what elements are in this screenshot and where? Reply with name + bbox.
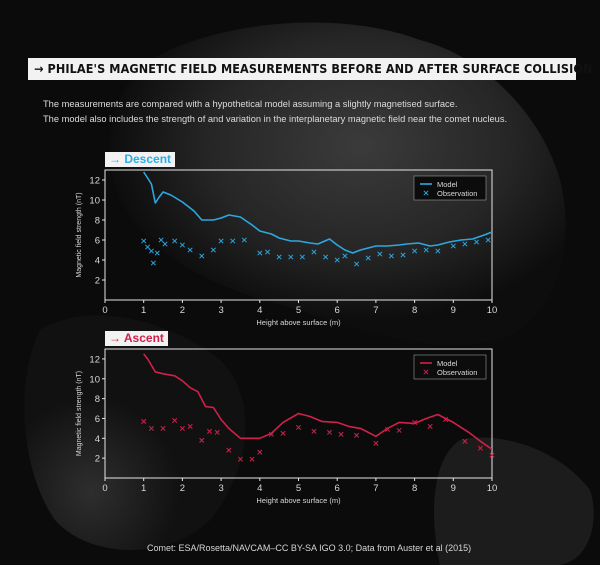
- ascent-observation-point: [250, 457, 254, 461]
- ascent-observation-point: [258, 450, 262, 454]
- ascent-y-tick-label: 12: [89, 354, 100, 366]
- descent-x-tick-label: 1: [141, 305, 147, 316]
- descent-observation-point: [424, 248, 428, 252]
- ascent-observation-point: [149, 426, 153, 430]
- descent-observation-point: [378, 252, 382, 256]
- ascent-observation-point: [478, 446, 482, 450]
- descent-observation-point: [155, 251, 159, 255]
- descent-observation-point: [265, 250, 269, 254]
- ascent-x-tick-label: 3: [218, 483, 224, 494]
- descent-y-tick-label: 12: [89, 175, 100, 187]
- description-line-2: The model also includes the strength of and variation in the interplanetary magnetic field near the comet nucleus.: [43, 114, 508, 124]
- ascent-x-axis-label: Height above surface (m): [256, 496, 341, 505]
- descent-x-tick-label: 9: [450, 305, 456, 316]
- ascent-observation-point: [207, 429, 211, 433]
- descent-observation-point: [300, 255, 304, 259]
- ascent-observation-point: [227, 448, 231, 452]
- descent-observation-point: [289, 255, 293, 259]
- descent-legend-label: Observation: [437, 188, 478, 198]
- ascent-observation-point: [374, 441, 378, 445]
- descent-observation-point: [366, 256, 370, 260]
- descent-x-tick-label: 5: [295, 305, 302, 316]
- descent-observation-point: [151, 261, 155, 265]
- ascent-chart: [76, 349, 497, 505]
- ascent-observation-point: [142, 419, 146, 423]
- descent-observation-point: [474, 240, 478, 244]
- descent-observation-point: [145, 245, 149, 249]
- ascent-observation-point: [238, 457, 242, 461]
- descent-observation-point: [149, 249, 153, 253]
- descent-x-tick-label: 6: [334, 305, 340, 316]
- ascent-legend-label: Observation: [437, 367, 478, 377]
- ascent-x-tick-label: 10: [486, 483, 498, 494]
- ascent-x-tick-label: 7: [373, 483, 379, 494]
- descent-y-tick-label: 10: [89, 195, 100, 207]
- ascent-x-tick-label: 6: [334, 483, 340, 494]
- descent-observation-point: [323, 255, 327, 259]
- ascent-observation-point: [200, 438, 204, 442]
- descent-x-tick-label: 7: [373, 305, 379, 316]
- ascent-legend-label: Model: [437, 358, 458, 368]
- descent-observation-point: [389, 254, 393, 258]
- ascent-y-axis-label: Magnetic field strength (nT): [76, 370, 83, 457]
- descent-observation-point: [354, 262, 358, 266]
- ascent-observation-point: [339, 432, 343, 436]
- descent-x-tick-label: 3: [218, 305, 224, 316]
- image-credit: Comet: ESA/Rosetta/NAVCAM–CC BY-SA IGO 3.0; Data from Auster et al (2015): [147, 543, 472, 553]
- descent-y-tick-label: 4: [94, 255, 100, 267]
- ascent-y-tick-label: 4: [94, 433, 100, 445]
- descent-y-axis-label: Magnetic field strength (nT): [76, 192, 83, 278]
- descent-x-tick-label: 4: [257, 305, 263, 316]
- descent-observation-point: [486, 238, 490, 242]
- descent-observation-point: [231, 239, 235, 243]
- descent-observation-point: [436, 249, 440, 253]
- descent-legend-label: Model: [437, 179, 458, 189]
- descent-observation-point: [188, 248, 192, 252]
- descent-observation-point: [159, 238, 163, 242]
- ascent-x-tick-label: 9: [450, 483, 456, 494]
- descent-observation-point: [180, 243, 184, 247]
- descent-y-tick-label: 2: [94, 275, 100, 287]
- descent-y-tick-label: 8: [94, 215, 100, 227]
- ascent-x-tick-label: 0: [102, 483, 108, 494]
- descent-observation-point: [163, 242, 167, 246]
- descent-observation-point: [401, 253, 405, 257]
- ascent-y-tick-label: 10: [89, 374, 100, 386]
- ascent-observation-point: [188, 424, 192, 428]
- descent-observation-point: [219, 239, 223, 243]
- ascent-observation-point: [161, 426, 165, 430]
- descent-observation-point: [142, 239, 146, 243]
- descent-observation-point: [242, 238, 246, 242]
- descent-chart: [76, 170, 497, 327]
- descent-observation-point: [451, 244, 455, 248]
- descent-observation-point: [343, 254, 347, 258]
- ascent-observation-point: [428, 424, 432, 428]
- ascent-y-tick-label: 6: [94, 413, 100, 425]
- ascent-x-tick-label: 1: [141, 483, 147, 494]
- descent-observation-point: [258, 251, 262, 255]
- description-line-1: The measurements are compared with a hypothetical model assuming a slightly magnetised surface.: [43, 99, 458, 109]
- figure-title: → PHILAE'S MAGNETIC FIELD MEASUREMENTS BEFORE AND AFTER SURFACE COLLISION: [28, 58, 576, 80]
- descent-x-axis-label: Height above surface (m): [256, 318, 341, 327]
- ascent-observation-point: [215, 430, 219, 434]
- descent-x-tick-label: 8: [411, 305, 418, 316]
- descent-x-tick-label: 0: [102, 305, 108, 316]
- ascent-y-tick-label: 2: [94, 453, 100, 465]
- ascent-x-tick-label: 5: [295, 483, 302, 494]
- ascent-observation-point: [327, 430, 331, 434]
- ascent-observation-point: [281, 431, 285, 435]
- ascent-y-tick-label: 8: [94, 394, 100, 406]
- ascent-observation-point: [296, 425, 300, 429]
- descent-observation-point: [335, 258, 339, 262]
- descent-observation-point: [172, 239, 176, 243]
- descent-y-tick-label: 6: [94, 235, 100, 247]
- descent-observation-point: [463, 242, 467, 246]
- descent-observation-point: [211, 248, 215, 252]
- descent-observation-point: [412, 249, 416, 253]
- ascent-observation-point: [172, 418, 176, 422]
- ascent-x-tick-label: 4: [257, 483, 263, 494]
- ascent-x-tick-label: 2: [179, 483, 186, 494]
- ascent-observation-point: [180, 426, 184, 430]
- ascent-x-tick-label: 8: [411, 483, 418, 494]
- ascent-observation-point: [354, 433, 358, 437]
- descent-panel-label: → Descent: [105, 152, 175, 167]
- descent-observation-point: [277, 255, 281, 259]
- ascent-observation-point: [397, 428, 401, 432]
- descent-x-tick-label: 2: [179, 305, 186, 316]
- descent-observation-point: [200, 254, 204, 258]
- ascent-observation-point: [463, 439, 467, 443]
- descent-x-tick-label: 10: [486, 305, 498, 316]
- ascent-observation-point: [312, 429, 316, 433]
- descent-observation-point: [312, 250, 316, 254]
- ascent-panel-label: → Ascent: [105, 331, 168, 346]
